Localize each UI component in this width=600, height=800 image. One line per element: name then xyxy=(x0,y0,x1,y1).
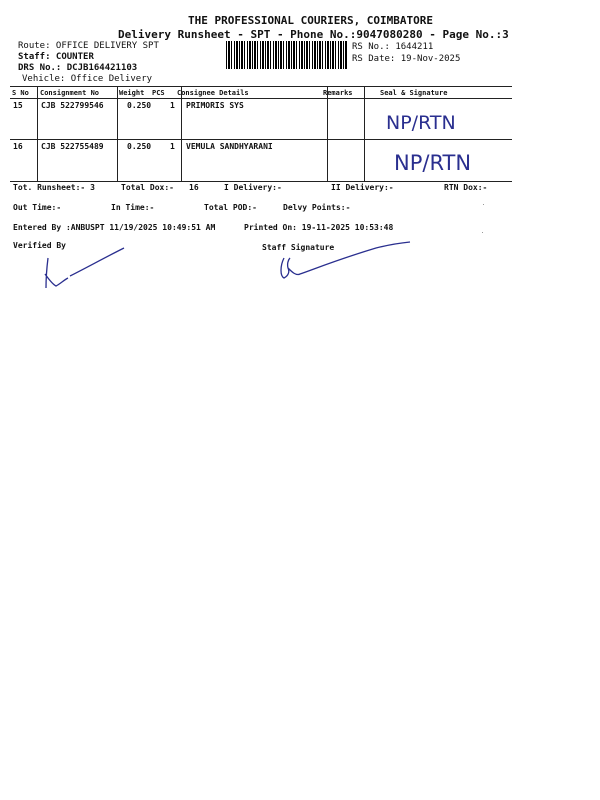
in-time-label: In Time:- xyxy=(111,203,155,212)
row-1-handwritten-mark: NP/RTN xyxy=(386,112,456,134)
row-1-weight: 0.250 xyxy=(127,101,152,110)
verified-by-signature xyxy=(38,244,128,294)
row-2-consignment: CJB 522755489 xyxy=(41,142,104,151)
rs-date: RS Date: 19-Nov-2025 xyxy=(352,54,461,64)
barcode-image xyxy=(226,41,348,69)
row-1-consignment: CJB 522799546 xyxy=(41,101,104,110)
row-2-pcs: 1 xyxy=(170,142,175,151)
row-1-pcs: 1 xyxy=(170,101,175,110)
printed-on: Printed On: 19-11-2025 10:53:48 xyxy=(244,223,394,232)
row-1-consignee: PRIMORIS SYS xyxy=(186,101,244,110)
col-header-consignee: Consignee Details xyxy=(177,89,249,97)
i-delivery-label: I Delivery:- xyxy=(224,183,282,192)
drs-number: DRS No.: DCJB164421103 xyxy=(18,63,138,73)
col-header-weight: Weight xyxy=(119,89,145,97)
total-dox-value: 16 xyxy=(189,183,199,192)
ii-delivery-label: II Delivery:- xyxy=(331,183,394,192)
row-2-consignee: VEMULA SANDHYARANI xyxy=(186,142,273,151)
col-header-seal: Seal & Signature xyxy=(380,89,448,97)
total-dox-label: Total Dox:- xyxy=(121,183,174,192)
col-header-remarks: Remarks xyxy=(323,89,353,97)
entered-by: Entered By :ANBUSPT 11/19/2025 10:49:51 AM xyxy=(13,223,216,232)
company-name: THE PROFESSIONAL COURIERS, COIMBATORE xyxy=(188,14,434,27)
vehicle-label: Vehicle: Office Delivery xyxy=(22,74,153,84)
route-label: Route: OFFICE DELIVERY SPT xyxy=(18,41,159,51)
runsheet-title: Delivery Runsheet - SPT - Phone No.:9047080280 - Page No.:3 xyxy=(118,28,509,41)
row-2-handwritten-mark: NP/RTN xyxy=(394,151,472,175)
col-header-pcs: PCS xyxy=(152,89,165,97)
staff-signature xyxy=(276,238,416,284)
row-2-weight: 0.250 xyxy=(127,142,152,151)
row-2-sno: 16 xyxy=(13,142,23,151)
row-1-sno: 15 xyxy=(13,101,23,110)
rtn-dox-label: RTN Dox:- xyxy=(444,183,488,192)
total-pod-label: Total POD:- xyxy=(204,203,257,212)
verified-by-label: Verified By xyxy=(13,241,66,250)
delvy-points-label: Delvy Points:- xyxy=(283,203,351,212)
staff-signature-label: Staff Signature xyxy=(262,243,335,252)
rs-number: RS No.: 1644211 xyxy=(352,42,434,52)
col-header-consignment: Consignment No xyxy=(40,89,100,97)
staff-label: Staff: COUNTER xyxy=(18,52,94,62)
col-header-sno: S No xyxy=(12,89,29,97)
total-runsheet: Tot. Runsheet:- 3 xyxy=(13,183,95,192)
out-time-label: Out Time:- xyxy=(13,203,62,212)
